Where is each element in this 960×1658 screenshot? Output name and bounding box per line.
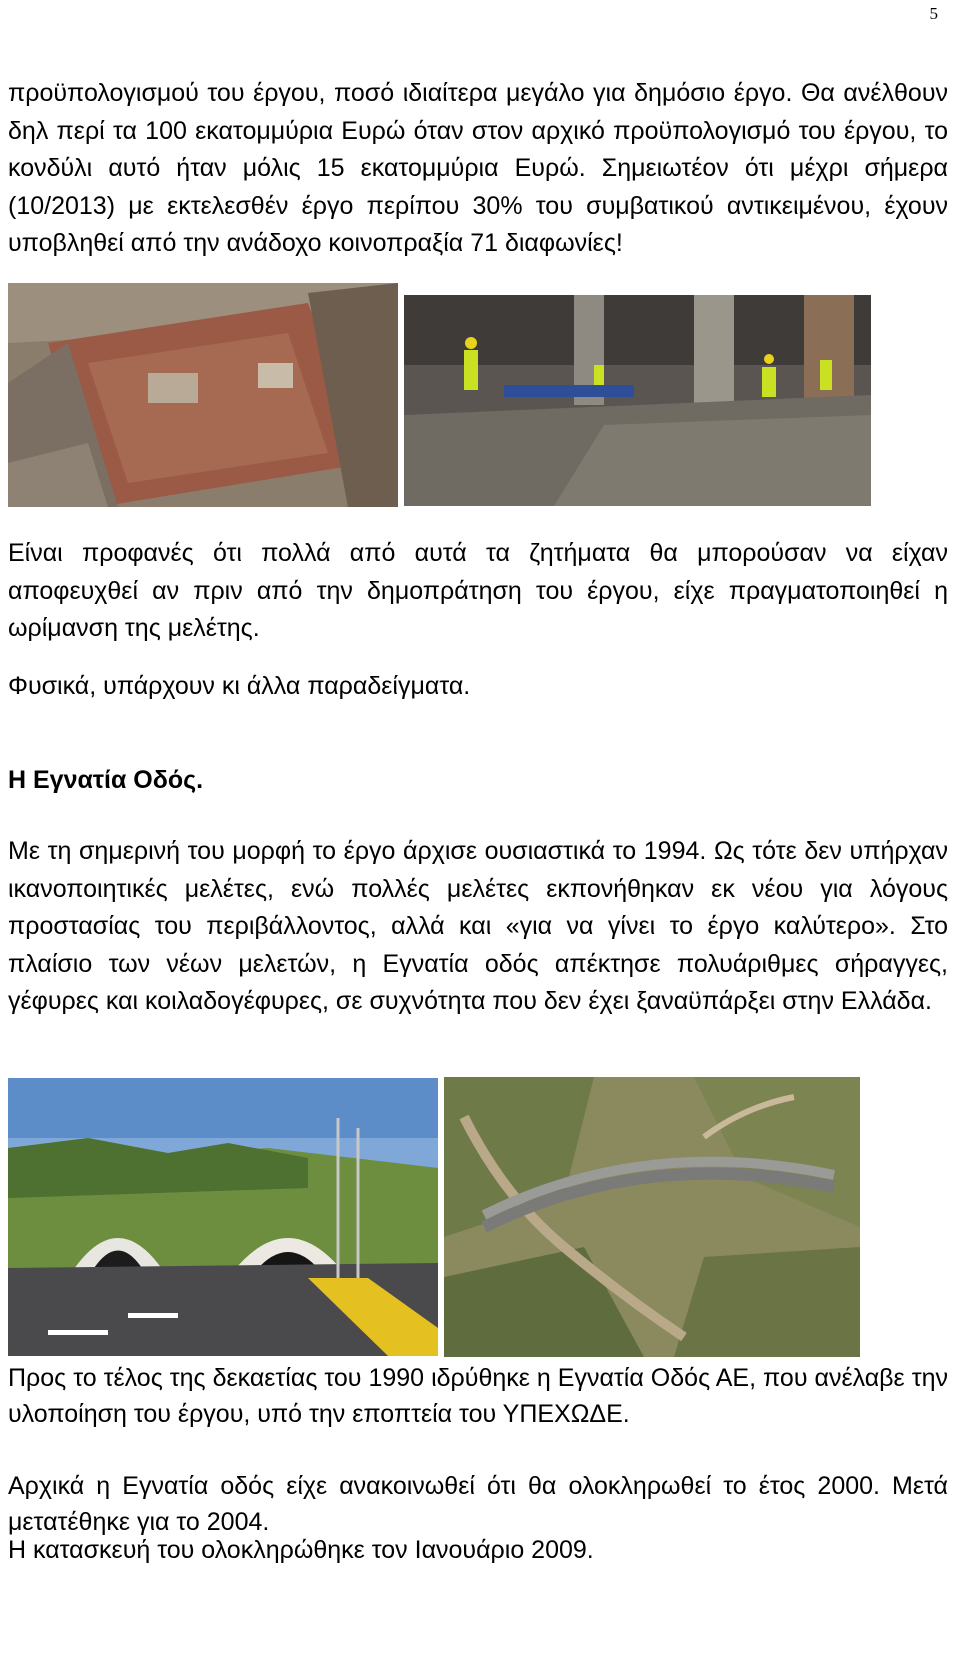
aerial-bridges-photo — [444, 1077, 860, 1357]
paragraph-budget: προϋπολογισμού του έργου, ποσό ιδιαίτερα μεγάλο για δημόσιο έργο. Θα ανέλθουν δηλ περί τα 100 εκατομμύρια Ευρώ όταν στον αρχικό προϋπολογισμό του έργου, το κονδύλι αυτό ήταν μόλις 15 εκατομμύρια Ευρώ. Σημειωτέον ότι μέχρι σήμερα (10/2013) με εκτελεσθέν έργο περίπου 30% του συμβατικού αντικειμένου, έχουν υποβληθεί από την ανάδοχο κοινοπραξία 71 διαφωνίες! — [8, 79, 948, 257]
paragraph-egnatia-company: Προς το τέλος της δεκαετίας του 1990 ιδρύθηκε η Εγνατία Οδός ΑΕ, που ανέλαβε την υλοποίηση του έργου, υπό την εποπτεία του ΥΠΕΧΩΔΕ. — [8, 1364, 948, 1428]
excavation-ruins-photo — [8, 283, 398, 507]
paragraph-completion-dates: Αρχικά η Εγνατία οδός είχε ανακοινωθεί ότι θα ολοκληρωθεί το έτος 2000. Μετά μετατέθηκε για το 2004. — [8, 1472, 948, 1536]
paragraph-avoidance: Είναι προφανές ότι πολλά από αυτά τα ζητήματα θα μπορούσαν να είχαν αποφευχθεί αν πριν από την δημοπράτηση του έργου, είχε πραγματοποιηθεί η ωρίμανση της μελέτης. — [8, 539, 948, 642]
paragraph-egnatia-history: Με τη σημερινή του μορφή το έργο άρχισε ουσιαστικά το 1994. Ως τότε δεν υπήρχαν ικανοποιητικές μελέτες, ενώ πολλές μελέτες εκπονήθηκαν εκ νέου για λόγους προστασίας του περιβάλλοντος, αλλά και «για να γίνει το έργο καλύτερο». Στο πλαίσιο των νέων μελετών, η Εγνατία οδός απέκτησε πολυάριθμες σήραγγες, γέφυρες και κοιλαδογέφυρες, σε συχνότητα που δεν έχει ξαναϋπάρξει στην Ελλάδα. — [8, 837, 948, 1015]
page-number: 5 — [929, 4, 938, 23]
section-heading-egnatia: Η Εγνατία Οδός. — [8, 766, 204, 794]
paragraph-other-examples: Φυσικά, υπάρχουν κι άλλα παραδείγματα. — [8, 672, 471, 700]
paragraph-completed-2009: Η κατασκευή του ολοκληρώθηκε τον Ιανουάριο 2009. — [8, 1536, 594, 1564]
metro-excavation-workers-photo — [404, 295, 871, 506]
highway-tunnels-photo — [8, 1078, 438, 1356]
